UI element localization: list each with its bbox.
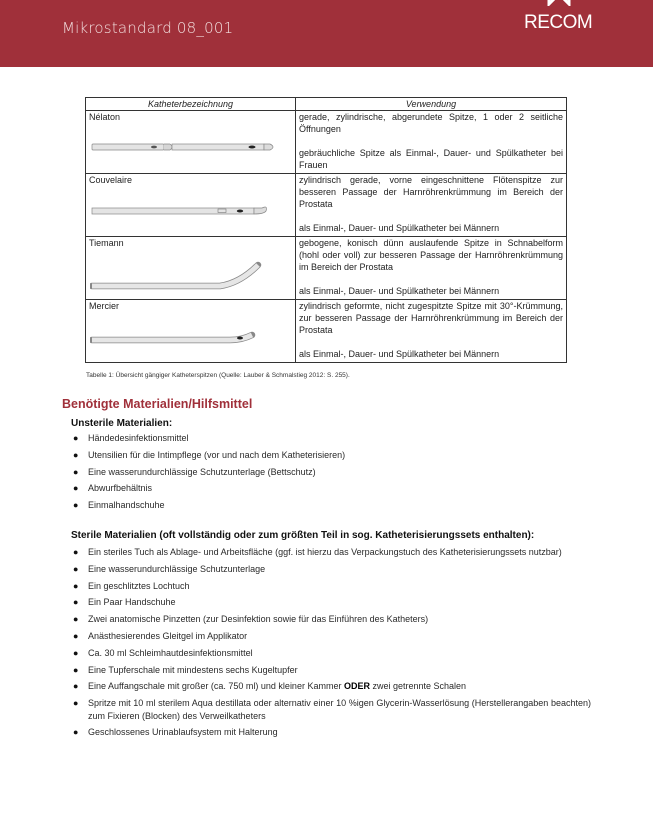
- table-row: [86, 174, 567, 237]
- usage-text: zylindrisch gerade, vorne eingeschnittene Flötenspitze zur besseren Passage der Harnröhrenkrümmung im Bereich der Prostata: [299, 175, 563, 209]
- list-item: [71, 466, 591, 479]
- logo-mark-icon: [546, 0, 572, 6]
- catheter-name-cell: [86, 174, 296, 237]
- list-item: [71, 664, 591, 677]
- usage-cell: [296, 237, 567, 300]
- list-item-text: Spritze mit 10 ml sterilem Aqua destillata oder alternativ einer 10 %igen Glycerin-Wasserlösung (Herstellerangaben beachten) zum Fixieren (Blocken) des Verweilkatheters: [88, 698, 591, 721]
- sterile-list: [71, 546, 591, 743]
- sterile-heading: Sterile Materialien (oft vollständig oder zum größten Teil in sog. Katheterisierungssets enthalten):: [71, 530, 535, 541]
- bullet-icon: ●: [73, 647, 79, 658]
- table-caption: Tabelle 1: Übersicht gängiger Katheterspitzen (Quelle: Lauber & Schmalstieg 2012: S. 255).: [86, 372, 350, 379]
- page-header: [0, 0, 653, 67]
- bullet-icon: ●: [73, 614, 79, 625]
- bullet-icon: ●: [73, 664, 79, 675]
- list-item: [71, 596, 591, 609]
- section-heading: Benötigte Materialien/Hilfsmittel: [62, 397, 253, 411]
- column-header: Katheterbezeichnung: [86, 98, 296, 111]
- nelaton-catheter-image: [90, 133, 286, 169]
- bullet-icon: ●: [73, 500, 79, 511]
- list-item: [71, 546, 591, 559]
- list-item-text: Eine Tupferschale mit mindestens sechs Kugeltupfer: [88, 664, 298, 675]
- usage-text: zylindrisch geformte, nicht zugespitzte Spitze mit 30°-Krümmung, zur besseren Passage der Harnröhrenkrümmung im Bereich der Prostata: [299, 301, 563, 335]
- bullet-icon: ●: [73, 433, 79, 443]
- list-item-text: Ein steriles Tuch als Ablage- und Arbeitsfläche (ggf. ist hierzu das Verpackungstuch des Katheterisierungssets nutzbar): [88, 547, 562, 557]
- list-item-text: Zwei anatomische Pinzetten (zur Desinfektion sowie für das Einführen des Katheters): [88, 614, 429, 625]
- list-item: [71, 580, 591, 593]
- bullet-icon: ●: [73, 483, 79, 494]
- unsterile-heading: Unsterile Materialien:: [71, 418, 173, 429]
- list-item: [71, 726, 591, 739]
- catheter-name-cell: [86, 237, 296, 300]
- list-item-text: Abwurfbehältnis: [88, 483, 153, 494]
- usage-text: als Einmal-, Dauer- und Spülkatheter bei Männern: [299, 223, 500, 233]
- tiemann-catheter-image: [90, 259, 286, 295]
- usage-text: als Einmal-, Dauer- und Spülkatheter bei Männern: [299, 286, 500, 296]
- list-item: [71, 697, 591, 722]
- bullet-icon: ●: [73, 698, 79, 709]
- usage-cell: [296, 111, 567, 174]
- catheter-name-cell: [86, 111, 296, 174]
- bullet-icon: ●: [73, 727, 79, 738]
- list-item-text: Ein Paar Handschuhe: [88, 597, 176, 608]
- document-title: Mikrostandard 08_001: [62, 19, 234, 37]
- couvelaire-catheter-image: [90, 196, 286, 232]
- bullet-icon: ●: [73, 580, 79, 591]
- catheter-name: Mercier: [89, 301, 120, 311]
- usage-cell: [296, 174, 567, 237]
- mercier-catheter-image: [90, 322, 286, 358]
- table-header-row: [86, 98, 567, 111]
- usage-text: gerade, zylindrische, abgerundete Spitze, 1 oder 2 seitliche Öffnungen: [299, 112, 563, 134]
- list-item-text: zwei getrennte Schalen: [369, 681, 467, 692]
- logo-text: RECOM: [524, 12, 593, 33]
- bullet-icon: ●: [73, 547, 79, 557]
- usage-text: gebräuchliche Spitze als Einmal-, Dauer- und Spülkatheter bei Frauen: [299, 148, 563, 170]
- table-row: [86, 300, 567, 363]
- list-item: [71, 499, 591, 512]
- list-item-text: Einmalhandschuhe: [88, 500, 165, 511]
- list-item-text: Händedesinfektionsmittel: [88, 433, 189, 443]
- catheter-table: [85, 97, 567, 363]
- bullet-icon: ●: [73, 630, 79, 641]
- catheter-name-cell: [86, 300, 296, 363]
- catheter-name: Couvelaire: [89, 175, 133, 185]
- bullet-icon: ●: [73, 563, 79, 574]
- list-item: [71, 630, 591, 643]
- catheter-name: Nélaton: [89, 112, 121, 122]
- list-item-text: Ein geschlitztes Lochtuch: [88, 580, 190, 591]
- list-item-text: Eine wasserundurchlässige Schutzunterlage: [88, 563, 266, 574]
- list-item: [71, 613, 591, 626]
- list-item: [71, 563, 591, 576]
- list-item-text: Ca. 30 ml Schleimhautdesinfektionsmittel: [88, 647, 253, 658]
- list-item: [71, 680, 591, 693]
- usage-text: gebogene, konisch dünn auslaufende Spitze in Schnabelform (hohl oder voll) zur besseren Passage der Harnröhrenkrümmung im Bereich der Prostata: [299, 238, 563, 272]
- list-item: [71, 647, 591, 660]
- table-row: [86, 111, 567, 174]
- list-item-text: Geschlossenes Urinablaufsystem mit Halterung: [88, 727, 278, 738]
- catheter-name: Tiemann: [89, 238, 124, 248]
- unsterile-list: [71, 432, 591, 516]
- list-item-text: Utensilien für die Intimpflege (vor und nach dem Katheterisieren): [88, 449, 346, 460]
- list-item: [71, 432, 591, 445]
- column-header: Verwendung: [296, 98, 567, 111]
- bullet-icon: ●: [73, 681, 79, 692]
- usage-cell: [296, 300, 567, 363]
- bullet-icon: ●: [73, 449, 79, 460]
- list-item-text: Eine Auffangschale mit großer (ca. 750 ml) und kleiner Kammer: [88, 681, 344, 692]
- recom-logo: [524, 0, 594, 40]
- usage-text: als Einmal-, Dauer- und Spülkatheter bei Männern: [299, 349, 500, 359]
- emphasis-or: ODER: [343, 681, 370, 692]
- bullet-icon: ●: [73, 466, 79, 477]
- bullet-icon: ●: [73, 597, 79, 608]
- list-item: [71, 482, 591, 495]
- list-item: [71, 449, 591, 462]
- list-item-text: Anästhesierendes Gleitgel im Applikator: [88, 630, 248, 641]
- list-item-text: Eine wasserundurchlässige Schutzunterlage (Bettschutz): [88, 466, 316, 477]
- table-row: [86, 237, 567, 300]
